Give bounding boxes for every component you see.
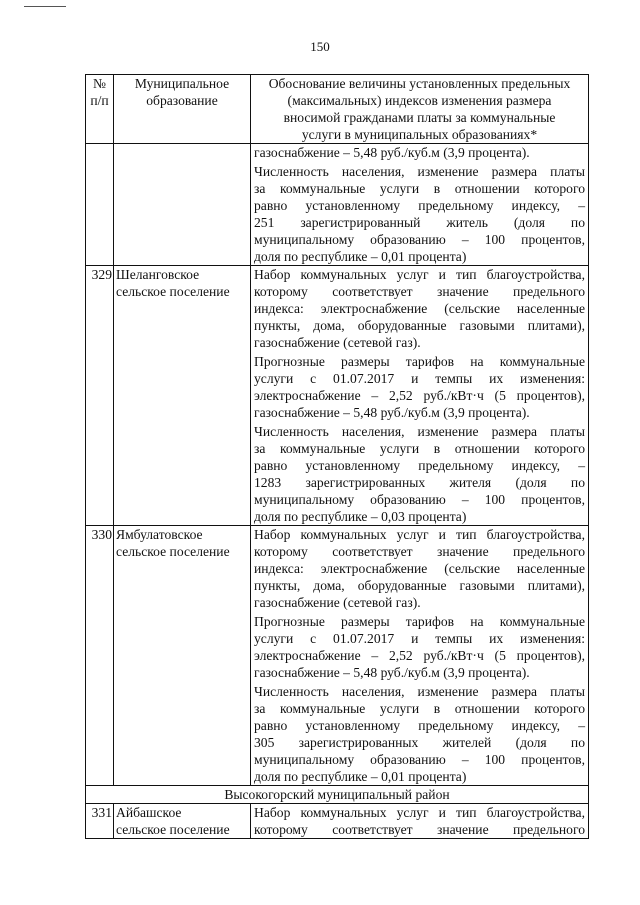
table-row: [86, 526, 589, 786]
text-line: индекса: электроснабжение (сельские населенные: [254, 561, 585, 576]
header-municipality-line: образование: [146, 93, 218, 108]
text-line: которому соответствует значение предельного: [254, 822, 585, 837]
paragraph: [254, 144, 585, 161]
text-line: за коммунальные услуги в отношении которого: [254, 441, 585, 456]
header-number-line: п/п: [90, 93, 109, 108]
text-line: электроснабжение – 2,52 руб./кВт·ч (5 процентов),: [254, 648, 585, 663]
text-line: газоснабжение – 5,48 руб./куб.м (3,9 процента).: [254, 145, 530, 160]
cell-justification: [251, 526, 589, 786]
text-line: которому соответствует значение предельного: [254, 544, 585, 559]
text-line: муниципальному образованию – 100 процентов,: [254, 752, 585, 767]
cell-number: [86, 144, 114, 266]
municipality-line: Шеланговское: [116, 267, 200, 282]
header-number-line: №: [93, 76, 106, 91]
text-line: газоснабжение (сетевой газ).: [254, 595, 421, 610]
tariff-index-table: [85, 74, 589, 839]
header-justification: [251, 75, 589, 144]
header-justification-line: услуги в муниципальных образованиях*: [301, 127, 538, 142]
text-line: 1283 зарегистрированных жителя (доля по: [254, 475, 585, 490]
text-line: доля по республике – 0,03 процента): [254, 509, 467, 524]
cell-justification: [251, 804, 589, 839]
header-justification-line: Обоснование величины установленных предельных: [268, 76, 571, 91]
municipality-line: сельское поселение: [116, 284, 230, 299]
text-line: пункты, дома, оборудованные газовыми плитами),: [254, 318, 585, 333]
cell-justification: [251, 266, 589, 526]
cell-justification: [251, 144, 589, 266]
table-row: [86, 266, 589, 526]
cell-municipality: [114, 526, 251, 786]
header-justification-line: (максимальных) индексов изменения размера: [287, 93, 552, 108]
text-line: муниципальному образованию – 100 процентов,: [254, 232, 585, 247]
text-line: услуги с 01.07.2017 и темпы их изменения:: [254, 371, 585, 386]
table-row: [86, 804, 589, 839]
text-line: индекса: электроснабжение (сельские населенные: [254, 301, 585, 316]
region-title: Высокогорский муниципальный район: [86, 786, 589, 804]
text-line: равно установленному предельному индексу, –: [254, 718, 585, 733]
text-line: пункты, дома, оборудованные газовыми плитами),: [254, 578, 585, 593]
text-line: Набор коммунальных услуг и тип благоустройства,: [254, 527, 585, 542]
text-line: доля по республике – 0,01 процента): [254, 249, 467, 264]
page-number: 150: [310, 39, 330, 54]
text-line: Набор коммунальных услуг и тип благоустройства,: [254, 267, 585, 282]
text-line: за коммунальные услуги в отношении которого: [254, 701, 585, 716]
text-line: Набор коммунальных услуг и тип благоустройства,: [254, 805, 585, 820]
paragraph: [254, 423, 585, 525]
header-municipality-line: Муниципальное: [134, 76, 230, 91]
paragraph: [254, 526, 585, 611]
municipality-line: сельское поселение: [116, 544, 230, 559]
text-line: Прогнозные размеры тарифов на коммунальные: [254, 614, 585, 629]
paragraph: [254, 266, 585, 351]
municipality-line: сельское поселение: [116, 822, 230, 837]
cell-municipality: [114, 266, 251, 526]
text-line: газоснабжение – 5,48 руб./куб.м (3,9 процента).: [254, 405, 530, 420]
table-header-row: [86, 75, 589, 144]
text-line: которому соответствует значение предельного: [254, 284, 585, 299]
text-line: равно установленному предельному индексу, –: [254, 198, 585, 213]
header-municipality: [114, 75, 251, 144]
text-line: равно установленному предельному индексу, –: [254, 458, 585, 473]
scan-artifact-line: [24, 6, 66, 7]
text-line: Численность населения, изменение размера платы: [254, 424, 585, 439]
municipality-line: Ямбулатовское: [116, 527, 203, 542]
text-line: газоснабжение – 5,48 руб./куб.м (3,9 процента).: [254, 665, 530, 680]
paragraph: [254, 353, 585, 421]
text-line: муниципальному образованию – 100 процентов,: [254, 492, 585, 507]
cell-number: 331: [86, 804, 114, 839]
paragraph: [254, 683, 585, 785]
text-line: Численность населения, изменение размера платы: [254, 164, 585, 179]
cell-municipality: [114, 144, 251, 266]
cell-number: 330: [86, 526, 114, 786]
text-line: за коммунальные услуги в отношении которого: [254, 181, 585, 196]
text-line: доля по республике – 0,01 процента): [254, 769, 467, 784]
text-line: электроснабжение – 2,52 руб./кВт·ч (5 процентов),: [254, 388, 585, 403]
paragraph: [254, 613, 585, 681]
text-line: газоснабжение (сетевой газ).: [254, 335, 421, 350]
cell-municipality: [114, 804, 251, 839]
header-justification-line: вносимой гражданами платы за коммунальные: [283, 110, 556, 125]
paragraph: [254, 163, 585, 265]
cell-number: 329: [86, 266, 114, 526]
table-row-continued: [86, 144, 589, 266]
text-line: 251 зарегистрированный житель (доля по: [254, 215, 585, 230]
text-line: 305 зарегистрированных жителей (доля по: [254, 735, 585, 750]
region-row: [86, 786, 589, 804]
text-line: услуги с 01.07.2017 и темпы их изменения:: [254, 631, 585, 646]
text-line: Численность населения, изменение размера платы: [254, 684, 585, 699]
header-number: [86, 75, 114, 144]
municipality-line: Айбашское: [116, 805, 182, 820]
text-line: Прогнозные размеры тарифов на коммунальные: [254, 354, 585, 369]
